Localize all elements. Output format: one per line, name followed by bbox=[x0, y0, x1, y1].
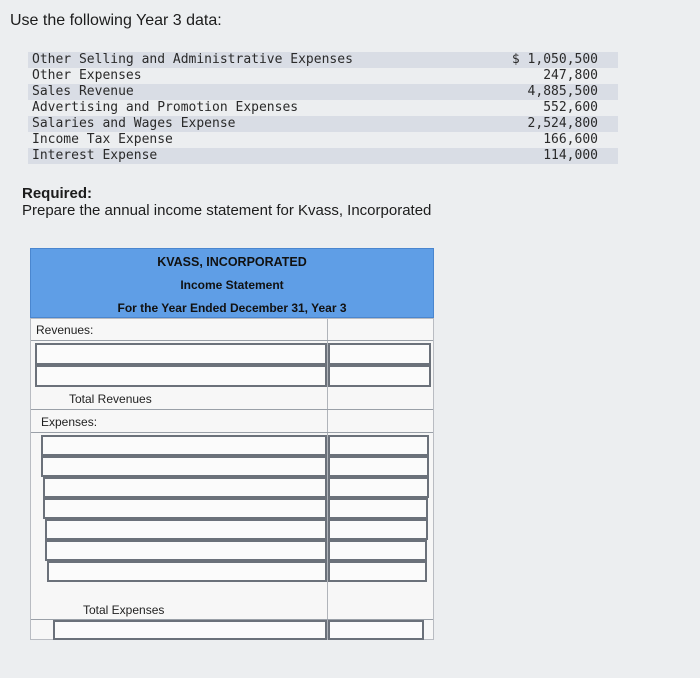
revenue-account-input[interactable] bbox=[35, 343, 327, 365]
data-value: $ 1,050,500 bbox=[511, 52, 598, 67]
expense-amount-input[interactable] bbox=[328, 540, 427, 561]
net-income-account-input[interactable] bbox=[53, 620, 327, 640]
data-row bbox=[28, 84, 618, 100]
total-expenses-label: Total Expenses bbox=[83, 603, 165, 617]
data-label: Other Expenses bbox=[32, 68, 142, 83]
instructions-text: Use the following Year 3 data: bbox=[10, 12, 222, 29]
data-label: Advertising and Promotion Expenses bbox=[32, 100, 299, 115]
expense-account-input[interactable] bbox=[43, 477, 327, 498]
row-divider bbox=[31, 432, 433, 433]
expense-account-input[interactable] bbox=[47, 561, 327, 582]
expense-amount-input[interactable] bbox=[328, 477, 429, 498]
data-value: 2,524,800 bbox=[527, 116, 598, 131]
expense-amount-input[interactable] bbox=[328, 456, 429, 477]
statement-name: Income Statement bbox=[180, 278, 284, 292]
statement-header bbox=[30, 248, 434, 318]
income-statement-worksheet bbox=[30, 318, 434, 640]
data-row bbox=[28, 132, 618, 148]
year-data-table bbox=[28, 52, 618, 170]
required-section bbox=[22, 185, 431, 219]
row-divider bbox=[31, 409, 433, 410]
revenue-amount-input[interactable] bbox=[328, 343, 431, 365]
data-label: Sales Revenue bbox=[32, 84, 134, 99]
data-value: 247,800 bbox=[543, 68, 598, 83]
data-label: Income Tax Expense bbox=[32, 132, 173, 147]
expense-account-input[interactable] bbox=[41, 435, 327, 456]
expense-account-input[interactable] bbox=[43, 498, 327, 519]
revenue-amount-input[interactable] bbox=[328, 365, 431, 387]
expense-account-input[interactable] bbox=[41, 456, 327, 477]
expense-account-input[interactable] bbox=[45, 519, 327, 540]
expense-amount-input[interactable] bbox=[328, 498, 428, 519]
data-row bbox=[28, 68, 618, 84]
data-row bbox=[28, 148, 618, 164]
net-income-amount-input[interactable] bbox=[328, 620, 424, 640]
data-label: Interest Expense bbox=[32, 148, 158, 163]
data-row bbox=[28, 52, 618, 68]
expense-amount-input[interactable] bbox=[328, 435, 429, 456]
data-row bbox=[28, 116, 618, 132]
required-text: Prepare the annual income statement for Kvass, Incorporated bbox=[22, 202, 432, 219]
company-name: KVASS, INCORPORATED bbox=[157, 255, 307, 269]
data-row bbox=[28, 100, 618, 116]
expense-amount-input[interactable] bbox=[328, 561, 427, 582]
expense-account-input[interactable] bbox=[45, 540, 327, 561]
total-revenues-label: Total Revenues bbox=[69, 392, 152, 406]
data-value: 166,600 bbox=[543, 132, 598, 147]
data-value: 552,600 bbox=[543, 100, 598, 115]
revenues-label: Revenues: bbox=[36, 323, 94, 337]
revenue-account-input[interactable] bbox=[35, 365, 327, 387]
expenses-label: Expenses: bbox=[41, 415, 98, 429]
data-value: 4,885,500 bbox=[527, 84, 598, 99]
data-label: Other Selling and Administrative Expenses bbox=[32, 52, 353, 67]
required-title: Required: bbox=[22, 185, 93, 202]
data-value: 114,000 bbox=[543, 148, 598, 163]
row-divider bbox=[31, 340, 433, 341]
statement-period: For the Year Ended December 31, Year 3 bbox=[117, 301, 347, 315]
data-label: Salaries and Wages Expense bbox=[32, 116, 236, 131]
expense-amount-input[interactable] bbox=[328, 519, 428, 540]
